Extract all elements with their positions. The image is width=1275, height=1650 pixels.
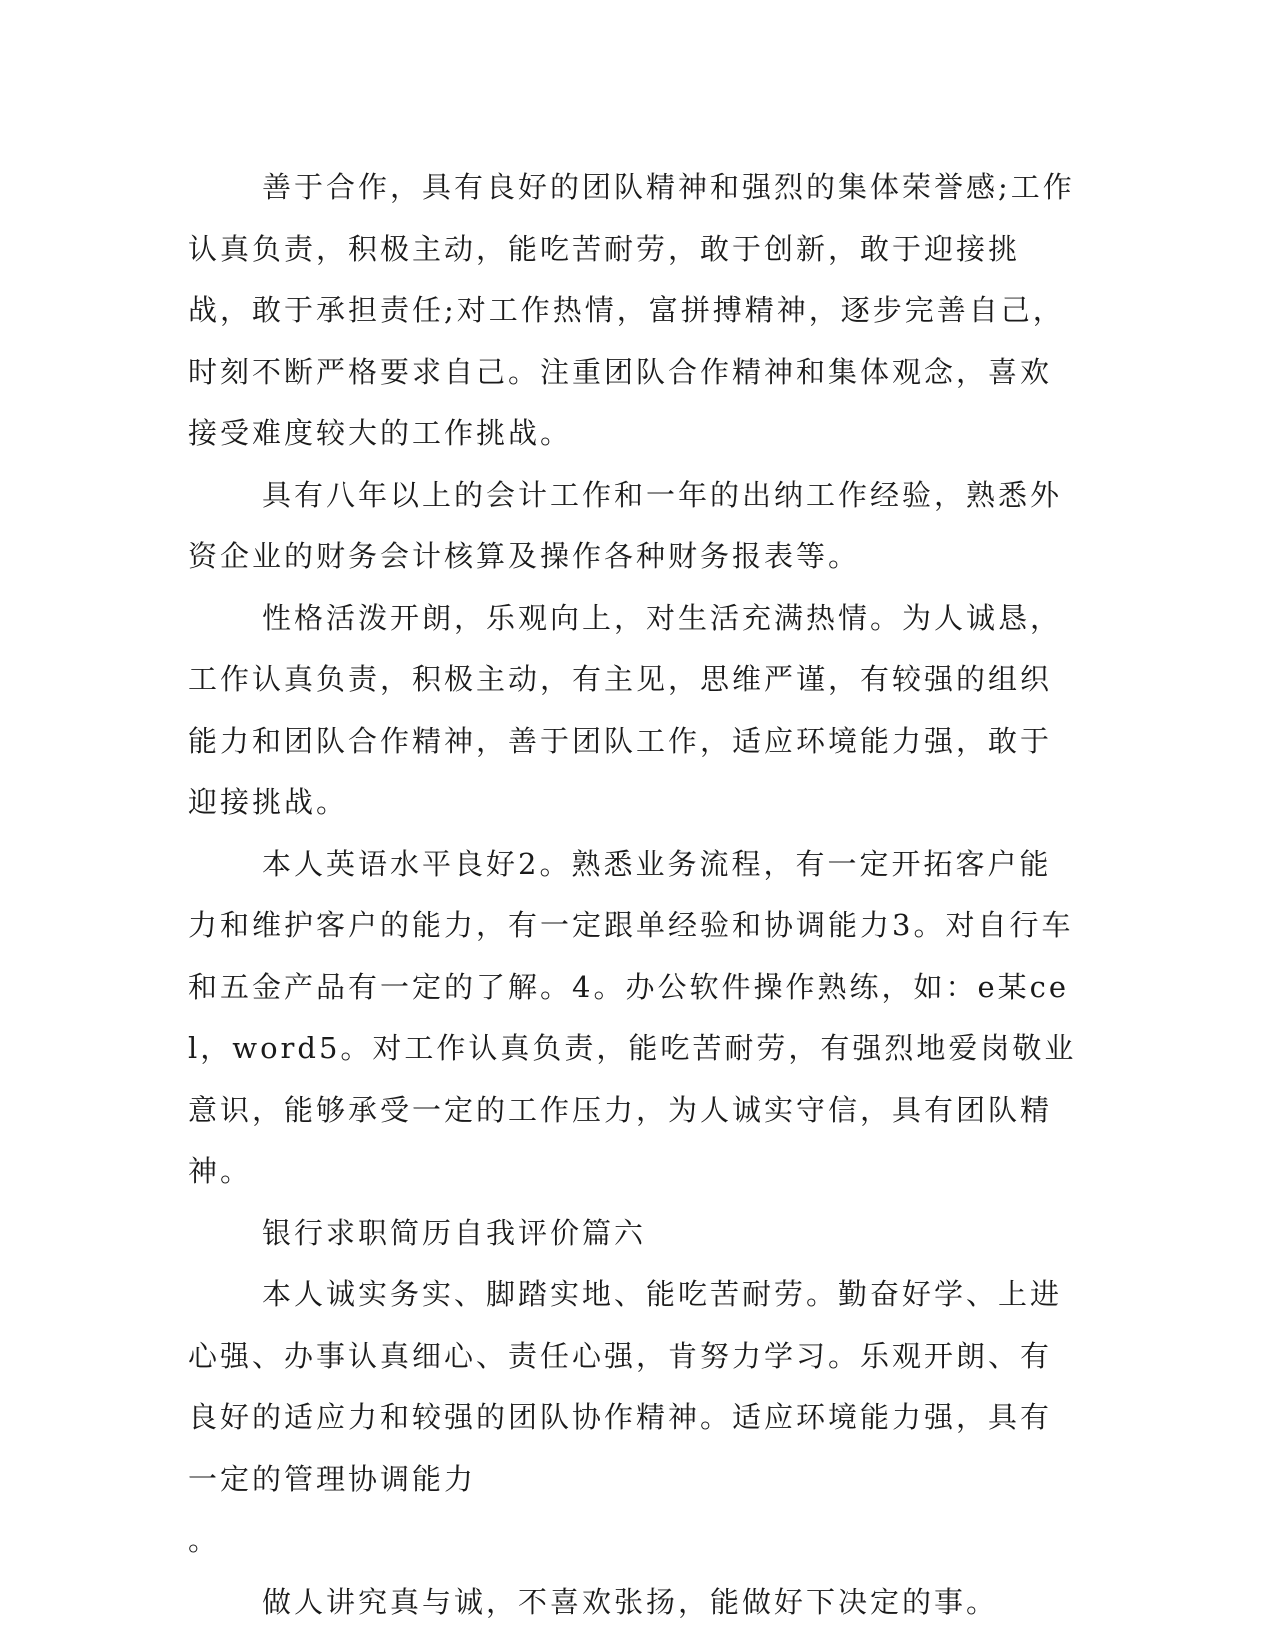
paragraph-trailing-period: 。 bbox=[188, 1523, 221, 1557]
section-heading: 银行求职简历自我评价篇六 bbox=[262, 1215, 647, 1250]
paragraph-teamwork: 善于合作，具有良好的团队精神和强烈的集体荣誉感;工作认真负责，积极主动，能吃苦耐劳，敢于创新，敢于迎接挑战，敢于承担责任;对工作热情，富拼搏精神，逐步完善自己，时刻不断严格要求自己。注重团队合作精神和集体观念，喜欢接受难度较大的工作挑战。 bbox=[188, 170, 1075, 450]
paragraph-sincerity: 做人讲究真与诚，不喜欢张扬，能做好下决定的事。 bbox=[262, 1584, 999, 1619]
document-body bbox=[188, 157, 1078, 1633]
paragraph-english-skills: 本人英语水平良好2。熟悉业务流程，有一定开拓客户能力和维护客户的能力，有一定跟单经验和协调能力3。对自行车和五金产品有一定的了解。4。办公软件操作熟练，如：e某cel，word5。对工作认真负责，能吃苦耐劳，有强烈地爱岗敬业意识，能够承受一定的工作压力，为人诚实守信，具有团队精神。 bbox=[188, 846, 1077, 1188]
paragraph-honesty: 本人诚实务实、脚踏实地、能吃苦耐劳。勤奋好学、上进心强、办事认真细心、责任心强，肯努力学习。乐观开朗、有良好的适应力和较强的团队协作精神。适应环境能力强，具有一定的管理协调能力 bbox=[188, 1277, 1063, 1496]
paragraph-personality: 性格活泼开朗，乐观向上，对生活充满热情。为人诚恳，工作认真负责，积极主动，有主见，思维严谨，有较强的组织能力和团队合作精神，善于团队工作，适应环境能力强，敢于迎接挑战。 bbox=[188, 600, 1063, 819]
paragraph-accounting-experience: 具有八年以上的会计工作和一年的出纳工作经验，熟悉外资企业的财务会计核算及操作各种财务报表等。 bbox=[188, 477, 1063, 573]
